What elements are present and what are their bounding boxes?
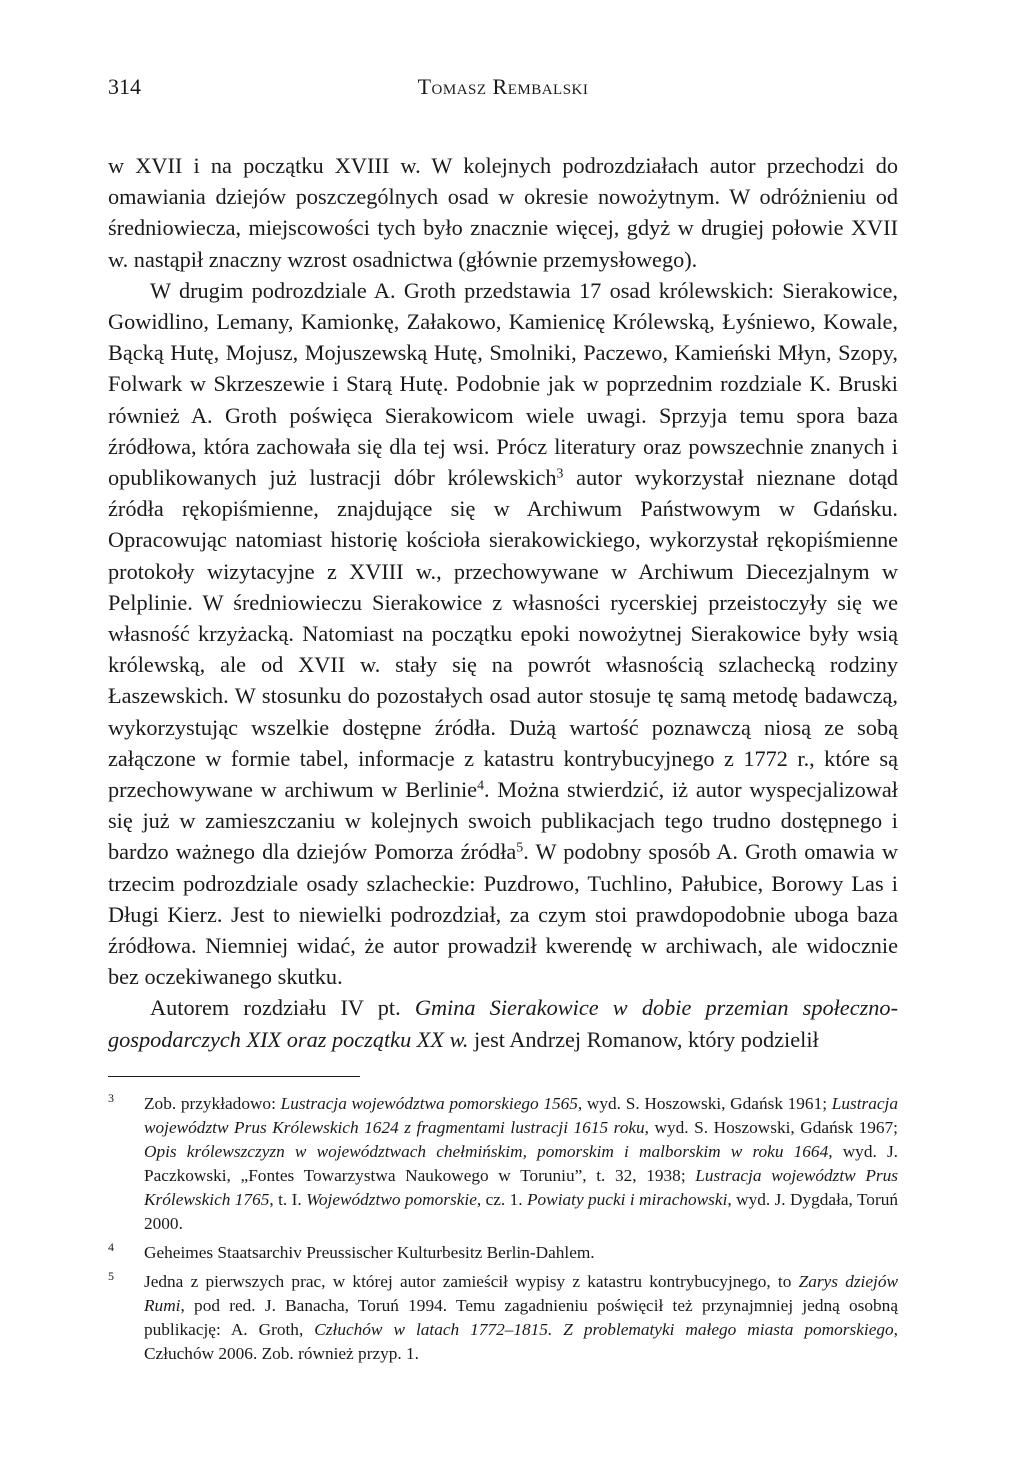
text-run: , wyd. J. Paczkowski, „Fontes Towarzystwa Naukowego w Toruniu”, t. 32, 1938; xyxy=(144,1142,898,1185)
text-run: jest Andrzej Romanow, który podzielił xyxy=(468,1026,819,1052)
italic-title: Zarys dziejów Rumi xyxy=(144,1272,898,1315)
main-text xyxy=(108,150,898,1055)
paragraph xyxy=(108,150,898,275)
footnotes xyxy=(108,1092,898,1371)
footnote-number: 5 xyxy=(108,1269,114,1283)
footnote xyxy=(108,1241,898,1265)
text-run: , pod red. J. Banacha, Toruń 1994. Temu zagadnieniu poświęcił też przynajmniej jedną osobną publikację: A. Groth, xyxy=(144,1296,898,1339)
footnote-reference: 5 xyxy=(516,839,524,855)
text-run: w XVII i na początku XVIII w. W kolejnych podrozdziałach autor przechodzi do omawiania dziejów poszczególnych osad w okresie nowożytnym. W odróżnieniu od średniowiecza, miejscowości tych było znacznie więcej, gdyż w drugiej połowie XVII w. nastąpił znaczny wzrost osadnictwa (głównie przemysłowego). xyxy=(108,153,898,272)
footnote xyxy=(108,1092,898,1236)
italic-title: Opis królewszczyzn w województwach chełmińskim, pomorskim i malborskim w roku 1664 xyxy=(144,1142,829,1161)
footnote-separator xyxy=(108,1076,360,1077)
italic-title: Lustracja województw Prus Królewskich 1765 xyxy=(144,1166,898,1209)
text-run: , Człuchów 2006. Zob. również przyp. 1. xyxy=(144,1320,898,1363)
text-run: Geheimes Staatsarchiv Preussischer Kulturbesitz Berlin-Dahlem. xyxy=(144,1243,595,1262)
text-run: , wyd. J. Dygdała, Toruń 2000. xyxy=(144,1190,898,1233)
text-run: Jedna z pierwszych prac, w której autor zamieścił wypisy z katastru kontrybucyjnego, to xyxy=(144,1272,799,1291)
page-header xyxy=(108,72,898,102)
footnote xyxy=(108,1270,898,1366)
footnote-text xyxy=(144,1241,898,1265)
text-run: Zob. przykładowo: xyxy=(144,1094,281,1113)
text-run: Autorem rozdziału IV pt. xyxy=(150,995,415,1021)
footnote-number: 3 xyxy=(108,1091,114,1105)
text-run: , wyd. S. Hoszowski, Gdańsk 1967; xyxy=(644,1118,898,1137)
footnote-text xyxy=(144,1092,898,1236)
italic-title: Województwo pomorskie xyxy=(306,1190,477,1209)
footnote-number: 4 xyxy=(108,1240,114,1254)
footnote-text xyxy=(144,1270,898,1366)
footnote-reference: 4 xyxy=(477,777,484,793)
text-run: autor wykorzystał nieznane dotąd źródła rękopiśmienne, znajdujące się w Archiwum Państwowym w Gdańsku. Opracowując natomiast historię kościoła sierakowickiego, wykorzystał rękopiśmienne protokoły wizytacyjne z XVIII w., przechowywane w Archiwum Diecezjalnym w Pelplinie. W średniowieczu Sierakowice z własności rycerskiej przeistoczyły się we własność krzyżacką. Natomiast na początku epoki nowożytnej Sierakowice były wsią królewską, ale od XVII w. stały się na powrót własnością szlachecką rodziny Łaszewskich. W stosunku do pozostałych osad autor stosuje tę samą metodę badawczą, wykorzystując wszelkie dostępne źródła. Dużą wartość poznawczą niosą ze sobą załączone w formie tabel, informacje z katastru kontrybucyjnego z 1772 r., które są przechowywane w archiwum w Berlinie xyxy=(108,465,898,803)
paragraph xyxy=(108,992,898,1054)
footnote-reference: 3 xyxy=(556,465,564,481)
page-number: 314 xyxy=(108,74,141,99)
italic-title: Powiaty pucki i mirachowski xyxy=(527,1190,728,1209)
italic-title: Człuchów w latach 1772–1815. Z problematyki małego miasta pomorskiego xyxy=(314,1320,894,1339)
italic-title: Gmina Sierakowice w dobie przemian społeczno-gospodarczych XIX oraz początku XX w. xyxy=(108,995,898,1052)
text-run: . W podobny sposób A. Groth omawia w trzecim podrozdziale osady szlacheckie: Puzdrowo, Tuchlino, Pałubice, Borowy Las i Długi Kierz. Jest to niewielki podrozdział, za czym stoi prawdopodobnie uboga baza źródłowa. Niemniej widać, że autor prowadził kwerendę w archiwach, ale widocznie bez oczekiwanego skutku. xyxy=(108,839,898,990)
running-head: Tomasz Rembalski xyxy=(417,74,589,99)
italic-title: Lustracja województw Prus Królewskich 1624 z fragmentami lustracji 1615 roku xyxy=(144,1094,898,1137)
text-run: , cz. 1. xyxy=(476,1190,527,1209)
text-run: W drugim podrozdziale A. Groth przedstawia 17 osad królewskich: Sierakowice, Gowidlino, Lemany, Kamionkę, Załakowo, Kamienicę Królewską, Łyśniewo, Kowale, Bącką Hutę, Mojusz, Mojuszewską Hutę, Smolniki, Paczewo, Kamieński Młyn, Szopy, Folwark w Skrzeszewie i Starą Hutę. Podobnie jak w poprzednim rozdziale K. Bruski również A. Groth poświęca Sierakowicom wiele uwagi. Sprzyja temu spora baza źródłowa, która zachowała się dla tej wsi. Prócz literatury oraz powszechnie znanych i opublikowanych już lustracji dóbr królewskich xyxy=(108,277,898,491)
italic-title: Lustracja województwa pomorskiego 1565 xyxy=(280,1094,578,1113)
paragraph xyxy=(108,275,898,993)
text-run: . Można stwierdzić, iż autor wyspecjalizował się już w zamieszczaniu w kolejnych swoich publikacjach tego trudno dostępnego i bardzo ważnego dla dziejów Pomorza źródła xyxy=(108,777,898,865)
text-run: , wyd. S. Hoszowski, Gdańsk 1961; xyxy=(577,1094,832,1113)
text-run: , t. I. xyxy=(269,1190,307,1209)
